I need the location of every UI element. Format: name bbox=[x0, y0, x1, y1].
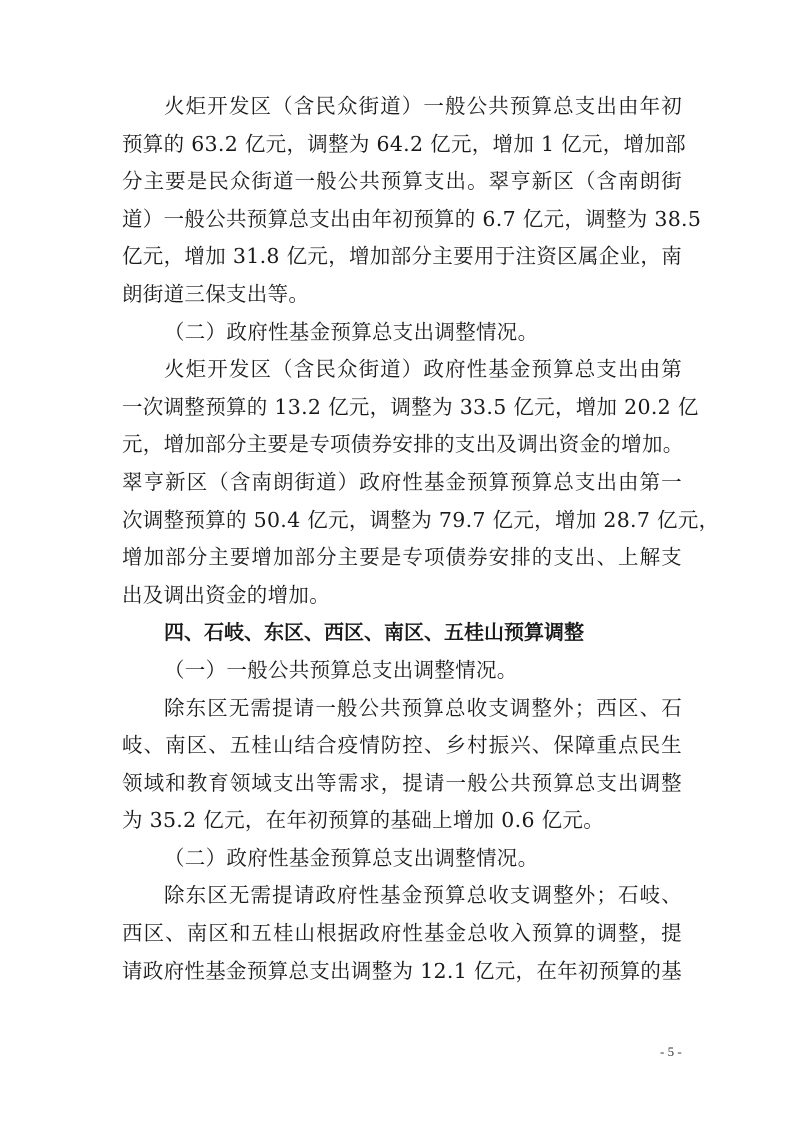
paragraph-line: 火炬开发区（含民众街道）一般公共预算总支出由年初 bbox=[164, 94, 682, 118]
paragraph-line: 岐、南区、五桂山结合疫情防控、乡村振兴、保障重点民生 bbox=[122, 733, 682, 758]
paragraph-line: 次调整预算的 50.4 亿元，调整为 79.7 亿元，增加 28.7 亿元， bbox=[122, 507, 720, 532]
paragraph-line: 亿元，增加 31.8 亿元，增加部分主要用于注资区属企业，南 bbox=[122, 244, 682, 269]
paragraph-line: 道）一般公共预算总支出由年初预算的 6.7 亿元，调整为 38.5 bbox=[122, 206, 702, 231]
body-text bbox=[122, 88, 720, 990]
paragraph-line: 火炬开发区（含民众街道）政府性基金预算总支出由第 bbox=[164, 357, 682, 382]
paragraph-line: 一次调整预算的 13.2 亿元，调整为 33.5 亿元，增加 20.2 亿 bbox=[122, 394, 699, 419]
paragraph-line: 为 35.2 亿元，在年初预算的基础上增加 0.6 亿元。 bbox=[122, 808, 605, 833]
paragraph-line: 预算的 63.2 亿元，调整为 64.2 亿元，增加 1 亿元，增加部 bbox=[122, 131, 686, 156]
section-subheading: （二）政府性基金预算总支出调整情况。 bbox=[164, 319, 539, 344]
paragraph-line: 增加部分主要增加部分主要是专项债券安排的支出、上解支 bbox=[122, 545, 682, 570]
paragraph-line: 朗街道三保支出等。 bbox=[122, 281, 310, 306]
section-subheading: （二）政府性基金预算总支出调整情况。 bbox=[164, 845, 539, 870]
paragraph-line: 西区、南区和五桂山根据政府性基金总收入预算的调整，提 bbox=[122, 921, 682, 946]
paragraph-line: 翠亨新区（含南朗街道）政府性基金预算预算总支出由第一 bbox=[122, 469, 682, 494]
paragraph-line: 出及调出资金的增加。 bbox=[122, 582, 330, 607]
paragraph-line: 分主要是民众街道一般公共预算支出。翠亨新区（含南朗街 bbox=[122, 169, 682, 194]
section-heading: 四、石岐、东区、西区、南区、五桂山预算调整 bbox=[164, 620, 584, 645]
page-number: - 5 - bbox=[660, 1044, 682, 1059]
section-subheading: （一）一般公共预算总支出调整情况。 bbox=[164, 657, 518, 682]
paragraph-line: 领域和教育领域支出等需求，提请一般公共预算总支出调整 bbox=[122, 770, 682, 795]
paragraph-line: 请政府性基金预算总支出调整为 12.1 亿元，在年初预算的基 bbox=[122, 958, 682, 983]
paragraph-line: 除东区无需提请政府性基金预算总收支调整外；石岐、 bbox=[164, 883, 682, 908]
paragraph-line: 除东区无需提请一般公共预算总收支调整外；西区、石 bbox=[164, 695, 682, 720]
paragraph-line: 元，增加部分主要是专项债券安排的支出及调出资金的增加。 bbox=[122, 432, 684, 457]
